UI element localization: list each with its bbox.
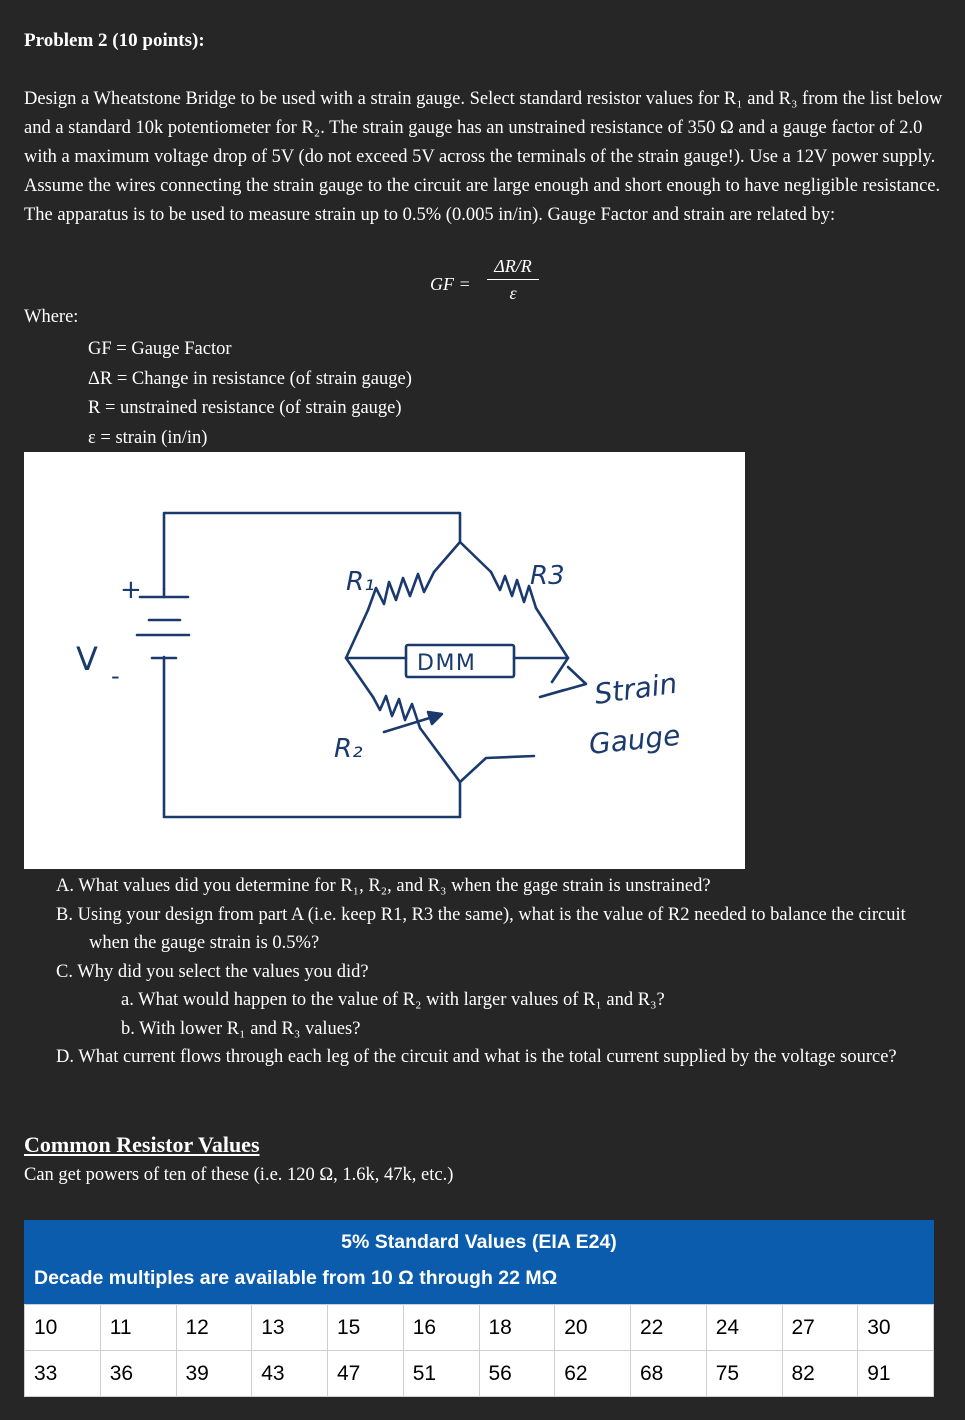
common-resistor-note: Can get powers of ten of these (i.e. 120 Ω, 1.6k, 47k, etc.) bbox=[24, 1165, 454, 1185]
table-header bbox=[24, 1220, 934, 1304]
table-subtitle: Decade multiples are available from 10 Ω through 22 MΩ bbox=[34, 1267, 558, 1289]
voltage-label: V bbox=[76, 640, 98, 678]
formula-lhs: GF = bbox=[430, 274, 471, 294]
table-cell: 68 bbox=[631, 1351, 707, 1397]
table-cell: 56 bbox=[479, 1351, 555, 1397]
question-c: C. Why did you select the values you did? bbox=[56, 961, 369, 982]
r3-label: R3 bbox=[530, 561, 565, 591]
wire-bottom bbox=[164, 657, 460, 817]
r2-label: R₂ bbox=[334, 734, 363, 764]
table-cell: 12 bbox=[176, 1305, 252, 1351]
plus-label: + bbox=[120, 575, 142, 605]
wire-top-right bbox=[460, 542, 491, 572]
question-a: A. What values did you determine for R₁, R₂, and R₃ when the gage strain is unstrained? bbox=[56, 876, 711, 896]
question-d: D. What current flows through each leg of the circuit and what is the total current supplied by the voltage source? bbox=[56, 1047, 897, 1067]
table-cell: 51 bbox=[403, 1351, 479, 1397]
table-cell: 27 bbox=[782, 1305, 858, 1351]
strain-gauge-pointer bbox=[540, 667, 586, 697]
table-cell: 43 bbox=[252, 1351, 328, 1397]
common-resistor-heading: Common Resistor Values bbox=[24, 1132, 260, 1157]
table-cell: 24 bbox=[706, 1305, 782, 1351]
table-cell: 10 bbox=[25, 1305, 101, 1351]
table-cell: 20 bbox=[555, 1305, 631, 1351]
wire-bottom-right bbox=[460, 756, 534, 782]
table-cell: 75 bbox=[706, 1351, 782, 1397]
sub-question-a: a. What would happen to the value of R₂ with larger values of R₁ and R₃? bbox=[121, 990, 665, 1010]
table-title: 5% Standard Values (EIA E24) bbox=[341, 1231, 617, 1253]
table-cell: 30 bbox=[858, 1305, 934, 1351]
definition-delta-r: ΔR = Change in resistance (of strain gauge) bbox=[88, 368, 412, 389]
wheatstone-bridge-schematic bbox=[24, 452, 745, 869]
minus-label: - bbox=[111, 662, 120, 690]
table-cell: 91 bbox=[858, 1351, 934, 1397]
resistor-r1-zigzag bbox=[368, 572, 434, 610]
wire-bottom-left bbox=[420, 728, 460, 782]
table-cell: 33 bbox=[25, 1351, 101, 1397]
table-cell: 22 bbox=[631, 1305, 707, 1351]
definition-strain: ε = strain (in/in) bbox=[88, 427, 208, 448]
table-row bbox=[25, 1305, 934, 1351]
definition-r: R = unstrained resistance (of strain gauge) bbox=[88, 398, 402, 418]
table-cell: 15 bbox=[328, 1305, 404, 1351]
questions-section bbox=[56, 872, 936, 1072]
wire-left-node bbox=[346, 610, 373, 697]
dmm-label: DMM bbox=[417, 651, 477, 676]
strain-label: Strain bbox=[592, 666, 680, 711]
values-grid bbox=[24, 1304, 934, 1397]
question-b: B. Using your design from part A (i.e. keep R1, R3 the same), what is the value of R2 needed to balance the circuit when the gauge strain is 0.5%? bbox=[56, 904, 906, 953]
formula-fraction bbox=[487, 256, 539, 304]
table-cell: 18 bbox=[479, 1305, 555, 1351]
table-cell: 13 bbox=[252, 1305, 328, 1351]
table-cell: 62 bbox=[555, 1351, 631, 1397]
table-row bbox=[25, 1351, 934, 1397]
table-cell: 82 bbox=[782, 1351, 858, 1397]
definitions-list bbox=[88, 335, 412, 453]
table-cell: 47 bbox=[328, 1351, 404, 1397]
where-label: Where: bbox=[24, 307, 79, 327]
sub-question-b: b. With lower R₁ and R₃ values? bbox=[121, 1018, 361, 1039]
formula-denominator: ε bbox=[509, 283, 517, 303]
problem-heading: Problem 2 (10 points): bbox=[24, 30, 205, 51]
intro-paragraph: Design a Wheatstone Bridge to be used with a strain gauge. Select standard resistor values for R₁ and R₃ from the list below and a standard 10k potentiometer for R₂. The strain gauge has an unstrained resistance of 350 Ω and a gauge factor of 2.0 with a maximum voltage drop of 5V (do not exceed 5V across the terminals of the strain gauge!). Use a 12V power supply. Assume the wires connecting the strain gauge to the circuit are large enough and short enough to have negligible resistance. The apparatus is to be used to measure strain up to 0.5% (0.005 in/in). Gauge Factor and strain are related by: bbox=[24, 89, 943, 225]
wire-top-left bbox=[434, 542, 460, 572]
definition-gf: GF = Gauge Factor bbox=[88, 339, 232, 359]
r1-label: R₁ bbox=[346, 567, 375, 597]
gauge-label: Gauge bbox=[587, 718, 682, 761]
wire-right-node bbox=[536, 608, 568, 682]
table-cell: 11 bbox=[100, 1305, 176, 1351]
table-cell: 16 bbox=[403, 1305, 479, 1351]
table-cell: 39 bbox=[176, 1351, 252, 1397]
formula-numerator: ΔR/R bbox=[487, 256, 539, 280]
table-cell: 36 bbox=[100, 1351, 176, 1397]
battery-icon bbox=[137, 589, 189, 658]
resistor-values-table bbox=[24, 1220, 934, 1397]
